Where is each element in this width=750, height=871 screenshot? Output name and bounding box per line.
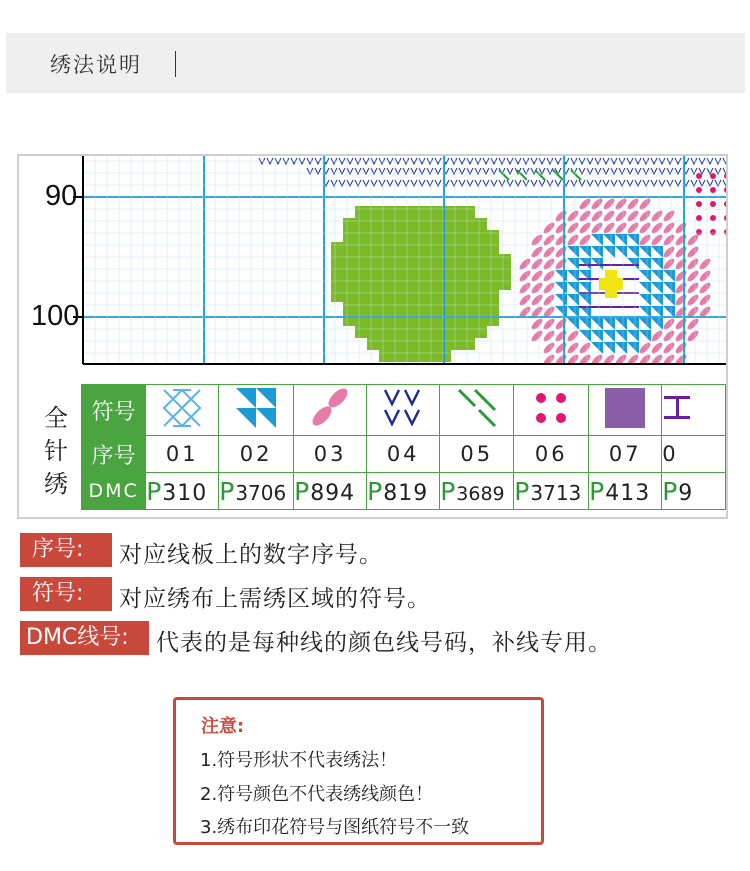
leaf-cell <box>415 266 427 278</box>
blue-triangle <box>639 330 651 342</box>
blue-triangle <box>627 246 639 258</box>
number-cell: 02 <box>219 436 294 473</box>
leaf-cell <box>427 338 439 350</box>
leaf-cell <box>427 230 439 242</box>
notice-title: 注意: <box>201 716 245 737</box>
leaf-cell <box>415 350 427 362</box>
leaf-cell <box>403 326 415 338</box>
green-stitch <box>499 170 509 180</box>
blue-triangle <box>603 318 615 330</box>
header-divider <box>175 51 176 77</box>
leaf-cell <box>379 218 391 230</box>
symbol-cell-02 <box>219 385 294 436</box>
leaf-cell <box>391 266 403 278</box>
symbol-cell-07 <box>589 385 662 436</box>
leaf-cell <box>487 278 499 290</box>
leaf-cell <box>415 338 427 350</box>
blue-triangle <box>663 294 675 306</box>
leaf-cell <box>367 314 379 326</box>
blue-triangle <box>567 318 579 330</box>
blue-triangle <box>639 270 651 282</box>
leaf-cell <box>499 278 511 290</box>
symbol-row <box>82 385 726 436</box>
blue-triangle <box>591 330 603 342</box>
leaf-cell <box>415 302 427 314</box>
number-row <box>82 436 726 473</box>
leaf-cell <box>451 254 463 266</box>
leaf-cell <box>487 242 499 254</box>
blue-triangle <box>603 246 615 258</box>
leaf-cell <box>499 266 511 278</box>
navy-v-icon <box>381 386 425 430</box>
leaf-cell <box>379 230 391 242</box>
magenta-dot <box>696 215 702 221</box>
leaf-cell <box>343 242 355 254</box>
symbol-tag: 符号: <box>20 577 112 611</box>
leaf-cell <box>475 266 487 278</box>
leaf-cell <box>487 290 499 302</box>
leaf-cell <box>463 326 475 338</box>
leaf-cell <box>463 278 475 290</box>
blue-triangle <box>639 282 651 294</box>
leaf-cell <box>451 314 463 326</box>
blue-triangle <box>615 318 627 330</box>
number-row-header: 序号 <box>82 436 146 473</box>
leaf-cell <box>451 230 463 242</box>
leaf-cell <box>487 266 499 278</box>
leaf-cell <box>463 338 475 350</box>
leaf-cell <box>475 314 487 326</box>
symbol-row-header: 符号 <box>82 385 146 436</box>
leaf-cell <box>367 242 379 254</box>
leaf-cell <box>403 242 415 254</box>
leaf-cell <box>379 242 391 254</box>
leaf-cell <box>379 302 391 314</box>
leaf-cell <box>391 326 403 338</box>
leaf-cell <box>427 314 439 326</box>
leaf-cell <box>427 206 439 218</box>
section-header <box>6 33 745 93</box>
blue-triangle <box>579 294 591 306</box>
leaf-cell <box>355 278 367 290</box>
leaf-cell <box>427 254 439 266</box>
leaf-cell <box>331 254 343 266</box>
leaf-cell <box>403 338 415 350</box>
axis-label-90: 90 <box>45 180 78 212</box>
magenta-dot <box>724 215 728 221</box>
magenta-dot <box>710 173 716 179</box>
blue-triangle <box>639 258 651 270</box>
leaf-cell <box>403 230 415 242</box>
leaf-cell <box>367 290 379 302</box>
number-cell: 06 <box>514 436 589 473</box>
blue-triangle <box>567 282 579 294</box>
number-cell: 0 <box>662 436 726 473</box>
blue-triangle <box>615 246 627 258</box>
leaf-cell <box>355 230 367 242</box>
leaf-cell <box>379 314 391 326</box>
leaf-cell <box>391 290 403 302</box>
dmc-description: 代表的是每种线的颜色线号码，补线专用。 <box>156 630 612 656</box>
leaf-cell <box>475 230 487 242</box>
leaf-cell <box>367 278 379 290</box>
leaf-cell <box>355 326 367 338</box>
leaf-cell <box>379 266 391 278</box>
section-title: 绣法说明 <box>50 53 142 77</box>
magenta-dot <box>696 187 702 193</box>
symbol-cell-01 <box>146 385 219 436</box>
blue-triangles-icon <box>234 386 278 430</box>
leaf-cell <box>475 218 487 230</box>
blue-triangle <box>615 234 627 246</box>
blue-triangle <box>651 246 663 258</box>
blue-triangle <box>639 318 651 330</box>
leaf-cell <box>391 302 403 314</box>
dmc-cell: P894 <box>294 473 367 510</box>
number-description: 对应线板上的数字序号。 <box>119 542 383 568</box>
symbol-cell-04 <box>367 385 440 436</box>
leaf-cell <box>391 242 403 254</box>
symbol-cell-06 <box>514 385 589 436</box>
leaf-cell <box>343 230 355 242</box>
number-cell: 07 <box>589 436 662 473</box>
leaf-cell <box>367 266 379 278</box>
dmc-cell: P3689 <box>440 473 514 510</box>
leaf-cell <box>451 266 463 278</box>
dmc-row-header: DMC <box>82 473 146 510</box>
leaf-cell <box>463 290 475 302</box>
symbol-cell-03 <box>294 385 367 436</box>
magenta-dot <box>724 201 728 207</box>
leaf-cell <box>415 278 427 290</box>
leaf-cell <box>415 230 427 242</box>
leaf-cell <box>331 242 343 254</box>
blue-triangle <box>651 258 663 270</box>
leaf-cell <box>499 254 511 266</box>
leaf-cell <box>451 206 463 218</box>
green-stitch <box>517 170 527 180</box>
leaf-cell <box>427 278 439 290</box>
leaf-cell <box>403 278 415 290</box>
leaf-cell <box>415 254 427 266</box>
magenta-dot <box>696 173 702 179</box>
leaf-cell <box>391 218 403 230</box>
blue-triangle <box>591 318 603 330</box>
leaf-cell <box>355 218 367 230</box>
leaf-cell <box>415 290 427 302</box>
leaf-cell <box>355 314 367 326</box>
blue-triangle <box>579 318 591 330</box>
leaf-cell <box>355 290 367 302</box>
blue-triangle <box>567 270 579 282</box>
symbol-cell-08 <box>662 385 726 436</box>
leaf-cell <box>331 290 343 302</box>
axis-label-100: 100 <box>31 300 80 332</box>
leaf-cell <box>403 350 415 362</box>
notice-item: 3.绣布印花符号与图纸符号不一致 <box>200 817 470 838</box>
number-tag: 序号: <box>20 533 112 567</box>
dmc-cell: P413 <box>589 473 662 510</box>
leaf-cell <box>415 326 427 338</box>
blue-triangle <box>603 342 615 354</box>
leaf-cell <box>379 326 391 338</box>
leaf-cell <box>463 206 475 218</box>
blue-triangle <box>627 234 639 246</box>
leaf-cell <box>355 266 367 278</box>
leaf-cell <box>343 302 355 314</box>
magenta-dot <box>724 187 728 193</box>
leaf-cell <box>367 254 379 266</box>
dmc-cell: P819 <box>367 473 440 510</box>
leaf-cell <box>463 254 475 266</box>
leaf-cell <box>403 254 415 266</box>
leaf-cell <box>487 302 499 314</box>
leaf-cell <box>403 290 415 302</box>
leaf-cell <box>331 266 343 278</box>
blue-triangle <box>651 282 663 294</box>
leaf-cell <box>391 278 403 290</box>
blue-triangle <box>555 270 567 282</box>
leaf-cell <box>403 266 415 278</box>
purple-line <box>579 306 639 308</box>
leaf-cell <box>391 254 403 266</box>
leaf-cell <box>391 230 403 242</box>
leaf-cell <box>451 338 463 350</box>
blue-triangle <box>627 318 639 330</box>
leaf-cell <box>379 350 391 362</box>
leaf-cell <box>415 206 427 218</box>
leaf-cell <box>367 206 379 218</box>
dmc-cell: P3713 <box>514 473 589 510</box>
leaf-cell <box>403 218 415 230</box>
notice-item: 1.符号形状不代表绣法！ <box>200 750 398 771</box>
leaf-cell <box>475 242 487 254</box>
leaf-cell <box>343 266 355 278</box>
blue-triangle <box>591 234 603 246</box>
pattern-chart <box>17 154 728 519</box>
leaf-cell <box>415 242 427 254</box>
leaf-cell <box>427 302 439 314</box>
leaf-cell <box>403 206 415 218</box>
leaf-cell <box>451 218 463 230</box>
magenta-dot <box>710 215 716 221</box>
leaf-cell <box>391 314 403 326</box>
leaf-cell <box>463 266 475 278</box>
green-stitch <box>553 170 563 180</box>
blue-triangle <box>663 282 675 294</box>
blue-triangle <box>651 270 663 282</box>
symbol-description: 对应绣布上需绣区域的符号。 <box>119 586 431 612</box>
leaf-cell <box>475 302 487 314</box>
blue-triangle <box>579 246 591 258</box>
leaf-cell <box>427 290 439 302</box>
leaf-cell <box>427 266 439 278</box>
blue-triangle <box>627 342 639 354</box>
leaf-cell <box>331 278 343 290</box>
leaf-cell <box>487 254 499 266</box>
notice-box <box>173 697 544 845</box>
blue-triangle <box>639 294 651 306</box>
blue-triangle <box>651 318 663 330</box>
leaf-cell <box>403 314 415 326</box>
leaf-cell <box>427 350 439 362</box>
leaf-cell <box>391 338 403 350</box>
magenta-dot <box>724 173 728 179</box>
leaf-cell <box>379 338 391 350</box>
leaf-cell <box>427 218 439 230</box>
thread-legend-table <box>81 384 726 510</box>
dmc-row <box>82 473 726 510</box>
blue-triangle <box>663 270 675 282</box>
leaf-cell <box>355 206 367 218</box>
leaf-cell <box>487 230 499 242</box>
blue-triangle <box>603 330 615 342</box>
magenta-dot <box>710 201 716 207</box>
cross-stitch-icon <box>160 386 204 430</box>
leaf-cell <box>487 314 499 326</box>
leaf-cell <box>451 278 463 290</box>
leaf-cell <box>475 278 487 290</box>
leaf-cell <box>427 326 439 338</box>
blue-triangle <box>639 246 651 258</box>
leaf-cell <box>391 350 403 362</box>
dmc-cell: P3706 <box>219 473 294 510</box>
leaf-cell <box>343 314 355 326</box>
leaf-cell <box>367 326 379 338</box>
dmc-tag: DMC线号: <box>20 621 149 655</box>
notice-item: 2.符号颜色不代表绣线颜色！ <box>200 784 434 805</box>
magenta-dot <box>724 229 728 235</box>
blue-triangle <box>591 246 603 258</box>
leaf-cell <box>355 302 367 314</box>
leaf-cell <box>403 302 415 314</box>
leaf-cell <box>379 290 391 302</box>
leaf-cell <box>463 314 475 326</box>
pink-ovals-icon <box>308 386 352 430</box>
blue-triangle <box>591 342 603 354</box>
leaf-cell <box>463 302 475 314</box>
magenta-dots-icon <box>529 386 573 430</box>
leaf-cell <box>391 206 403 218</box>
leaf-cell <box>463 242 475 254</box>
blue-triangle <box>567 246 579 258</box>
leaf-cell <box>415 218 427 230</box>
purple-line <box>579 264 639 266</box>
blue-triangle <box>627 330 639 342</box>
magenta-dot <box>710 229 716 235</box>
leaf-cell <box>451 242 463 254</box>
leaf-cell <box>475 254 487 266</box>
leaf-cell <box>367 230 379 242</box>
leaf-cell <box>379 278 391 290</box>
leaf-cell <box>475 290 487 302</box>
blue-triangle <box>555 294 567 306</box>
green-stitch <box>571 170 581 180</box>
leaf-cell <box>451 326 463 338</box>
leaf-cell <box>367 302 379 314</box>
leaf-cell <box>451 290 463 302</box>
magenta-dot <box>696 201 702 207</box>
magenta-dot <box>696 229 702 235</box>
leaf-cell <box>463 230 475 242</box>
blue-triangle <box>567 294 579 306</box>
magenta-dot <box>710 187 716 193</box>
full-stitch-label: 全 针 绣 <box>44 404 68 498</box>
leaf-cell <box>343 254 355 266</box>
leaf-cell <box>379 206 391 218</box>
purple-square-icon <box>603 386 647 430</box>
blue-triangle <box>651 294 663 306</box>
leaf-cell <box>343 290 355 302</box>
leaf-cell <box>367 218 379 230</box>
leaf-cell <box>451 302 463 314</box>
symbol-cell-05 <box>440 385 514 436</box>
dmc-cell: P310 <box>146 473 219 510</box>
number-cell: 03 <box>294 436 367 473</box>
blue-triangle <box>579 270 591 282</box>
leaf-cell <box>415 314 427 326</box>
purple-bar-icon <box>662 386 692 430</box>
leaf-cell <box>475 326 487 338</box>
blue-triangle <box>579 330 591 342</box>
blue-triangle <box>555 282 567 294</box>
leaf-cell <box>379 254 391 266</box>
green-slash-icon <box>455 386 499 430</box>
leaf-cell <box>367 338 379 350</box>
blue-triangle <box>615 330 627 342</box>
dmc-cell: P9 <box>662 473 726 510</box>
blue-triangle <box>603 234 615 246</box>
blue-triangle <box>615 342 627 354</box>
number-cell: 05 <box>440 436 514 473</box>
blue-triangle <box>567 258 579 270</box>
number-cell: 01 <box>146 436 219 473</box>
leaf-cell <box>343 278 355 290</box>
number-cell: 04 <box>367 436 440 473</box>
leaf-cell <box>427 242 439 254</box>
leaf-cell <box>463 218 475 230</box>
leaf-cell <box>355 242 367 254</box>
leaf-cell <box>343 218 355 230</box>
leaf-cell <box>355 254 367 266</box>
